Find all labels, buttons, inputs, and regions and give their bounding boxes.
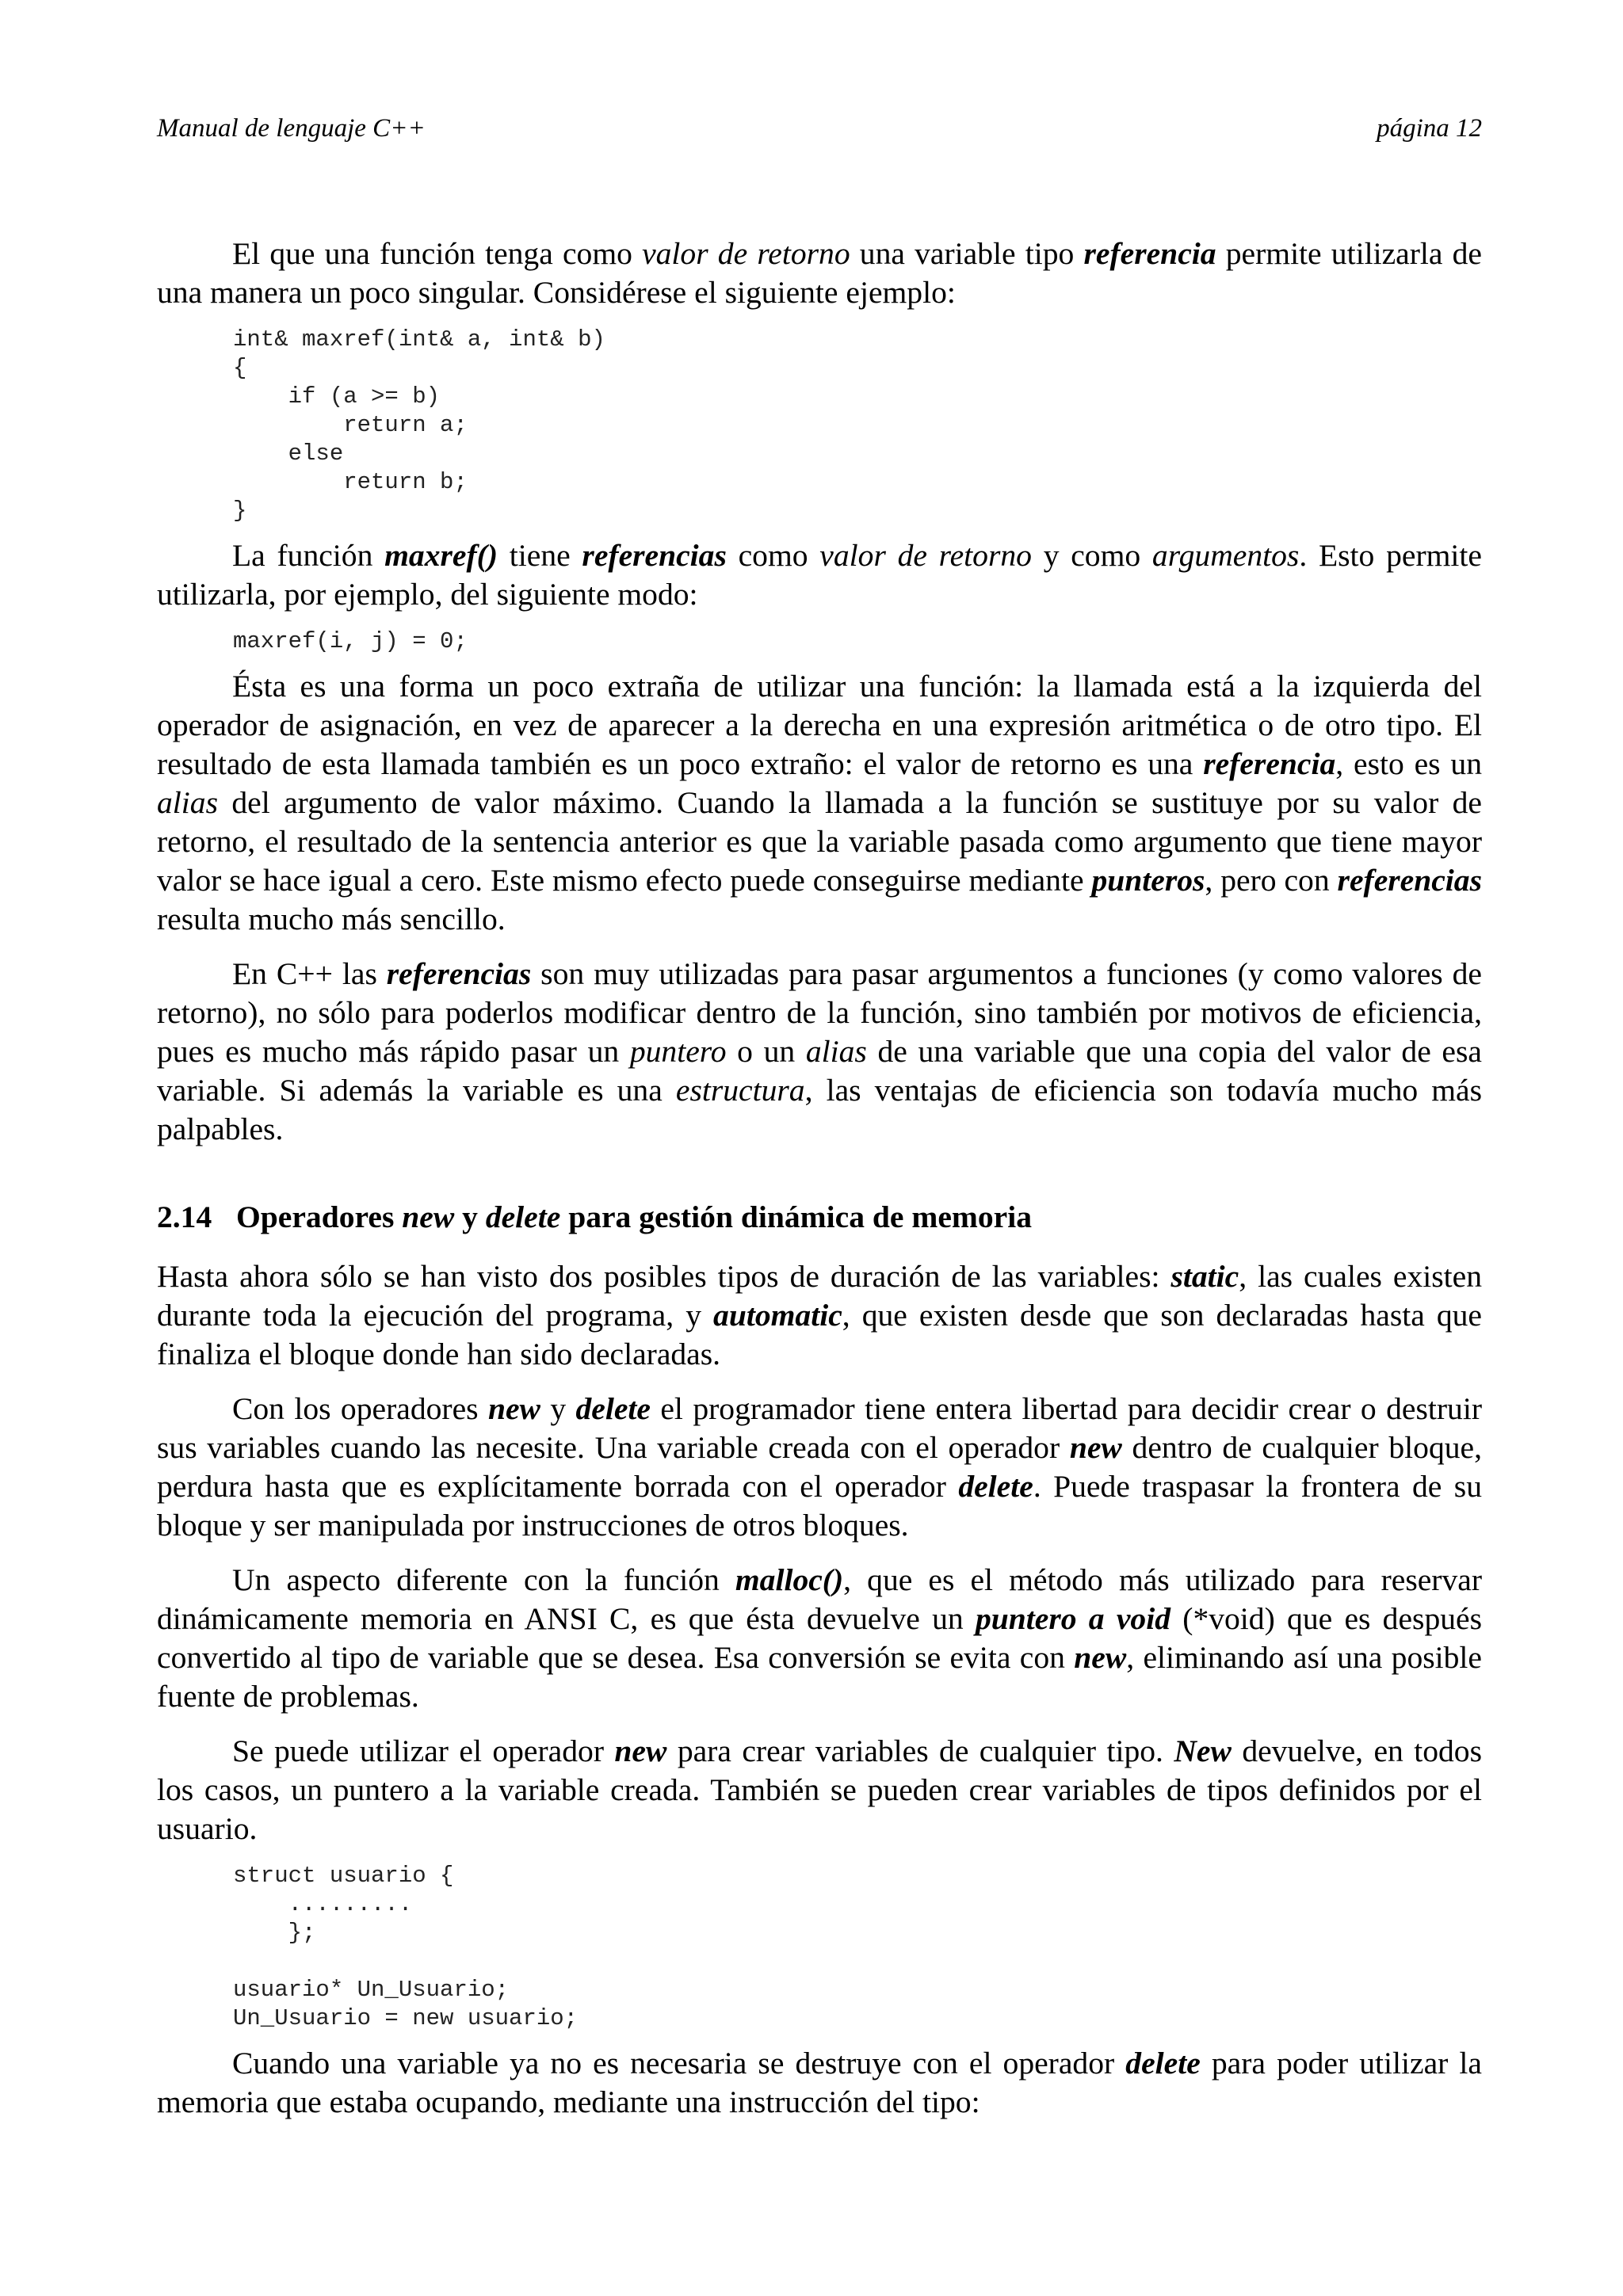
paragraph-8: Se puede utilizar el operador new para crear variables de cualquier tipo. New devuelve, en todos los casos, un puntero a la variable creada. También se pueden crear variables de tipos definidos por el usuario.	[157, 1733, 1482, 1846]
code-block-maxref: int& maxref(int& a, int& b) { if (a >= b) return a; else return b; }	[233, 326, 605, 524]
paragraph-2: La función maxref() tiene referencias como valor de retorno y como argumentos. Esto permite utilizarla, por ejemplo, del siguiente modo:	[157, 538, 1482, 612]
page-body	[157, 235, 1482, 2122]
paragraph-1: El que una función tenga como valor de retorno una variable tipo referencia permite utilizarla de una manera un poco singular. Considérese el siguiente ejemplo:	[157, 236, 1482, 310]
code-block-struct-usuario: struct usuario { ......... }; usuario* Un_Usuario; Un_Usuario = new usuario;	[233, 1863, 579, 2031]
paragraph-9: Cuando una variable ya no es necesaria se destruye con el operador delete para poder utilizar la memoria que estaba ocupando, mediante una instrucción del tipo:	[157, 2046, 1482, 2119]
paragraph-4: En C++ las referencias son muy utilizadas para pasar argumentos a funciones (y como valores de retorno), no sólo para poderlos modificar dentro de la función, sino también por motivos de eficiencia, pues es mucho más rápido pasar un puntero o un alias de una variable que una copia del valor de esa variable. Si además la variable es una estructura, las ventajas de eficiencia son todavía mucho más palpables.	[157, 956, 1483, 1146]
section-heading: 2.14 Operadores new y delete para gestión dinámica de memoria	[157, 1198, 1482, 1237]
header-page-number: página 12	[1377, 114, 1482, 143]
code-block-maxref-call: maxref(i, j) = 0;	[233, 628, 468, 654]
section-number: 2.14	[157, 1199, 212, 1234]
paragraph-7: Un aspecto diferente con la función malloc(), que es el método más utilizado para reservar dinámicamente memoria en ANSI C, es que ésta devuelve un puntero a void (*void) que es después convertido al tipo de variable que se desea. Esa conversión se evita con new, eliminando así una posible fuente de problemas.	[157, 1562, 1483, 1714]
paragraph-6: Con los operadores new y delete el programador tiene entera libertad para decidir crear o destruir sus variables cuando las necesite. Una variable creada con el operador new dentro de cualquier bloque, perdura hasta que es explícitamente borrada con el operador delete. Puede traspasar la frontera de su bloque y ser manipulada por instrucciones de otros bloques.	[157, 1391, 1483, 1543]
paragraph-3: Ésta es una forma un poco extraña de utilizar una función: la llamada está a la izquierda del operador de asignación, en vez de aparecer a la derecha en una expresión aritmética o de otro tipo. El resultado de esta llamada también es un poco extraño: el valor de retorno es una referencia, esto es un alias del argumento de valor máximo. Cuando la llamada a la función se sustituye por su valor de retorno, el resultado de la sentencia anterior es que la variable pasada como argumento que tiene mayor valor se hace igual a cero. Este mismo efecto puede conseguirse mediante punteros, pero con referencias resulta mucho más sencillo.	[157, 669, 1482, 936]
header-title: Manual de lenguaje C++	[157, 114, 426, 143]
paragraph-5: Hasta ahora sólo se han visto dos posibles tipos de duración de las variables: static, las cuales existen durante toda la ejecución del programa, y automatic, que existen desde que son declaradas hasta que finaliza el bloque donde han sido declaradas.	[157, 1259, 1483, 1371]
